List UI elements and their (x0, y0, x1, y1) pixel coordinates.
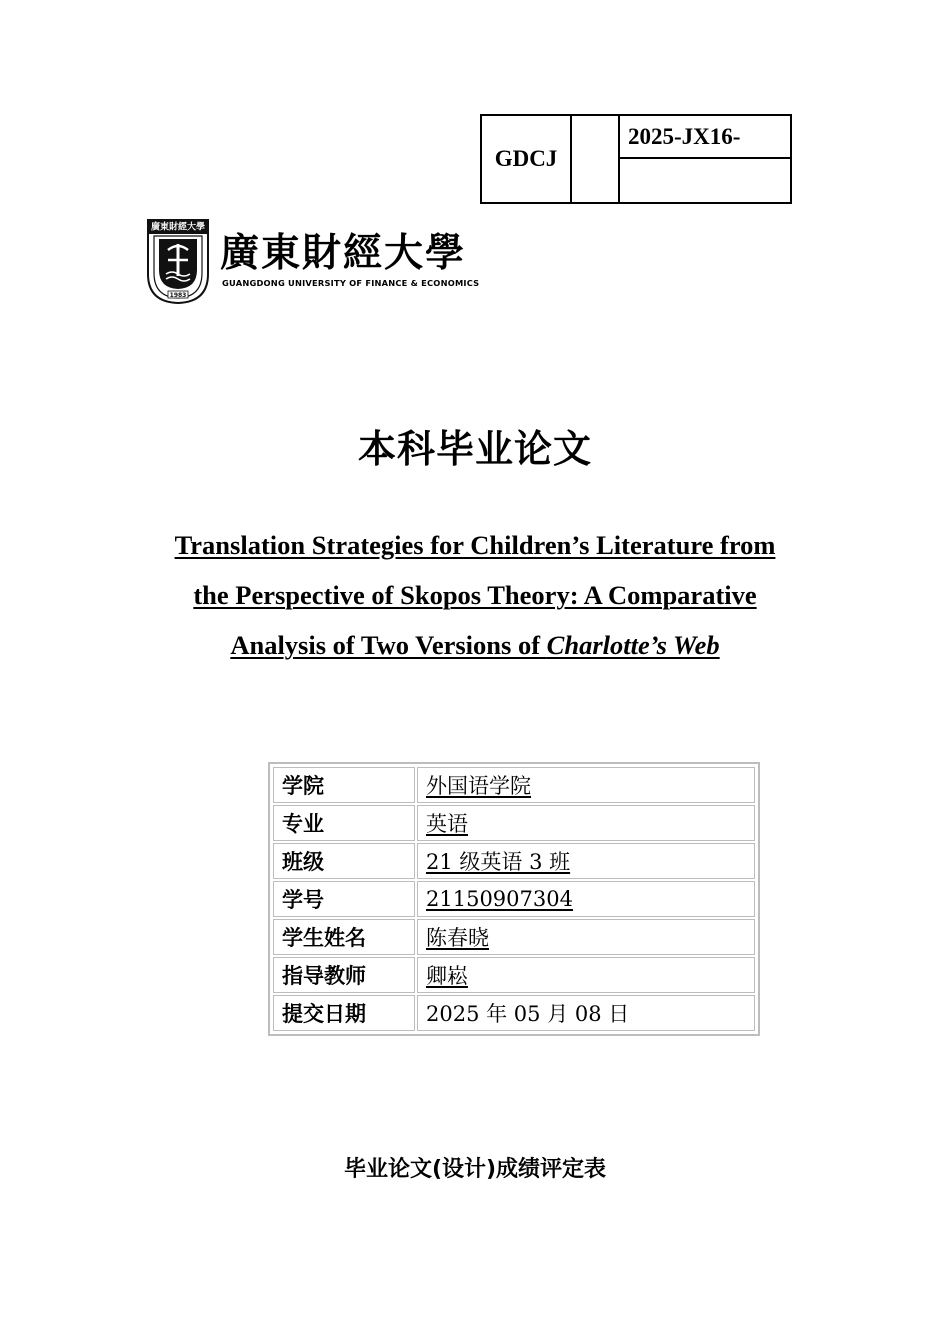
info-value: 2025 年 05 月 08 日 (417, 995, 755, 1031)
info-label: 指导教师 (273, 957, 415, 993)
thesis-title-line-1: Translation Strategies for Children’s Literature from (174, 530, 776, 560)
table-row (273, 919, 755, 955)
info-value: 21150907304 (417, 881, 755, 917)
score-table-title: 毕业论文(设计)成绩评定表 (343, 1157, 607, 1182)
info-value: 卿崧 (417, 957, 755, 993)
svg-text:1983: 1983 (169, 292, 187, 299)
info-label: 班级 (273, 843, 415, 879)
thesis-title-line-3: Analysis of Two Versions of Charlotte’s Web (230, 630, 720, 660)
university-logo (146, 218, 480, 308)
thesis-title-line-2: the Perspective of Skopos Theory: A Comparative (193, 580, 757, 610)
code-blank-cell-bottom (619, 158, 791, 203)
university-name-cn: 廣東財經大學 (220, 230, 467, 276)
info-label: 学生姓名 (273, 919, 415, 955)
table-row (273, 995, 755, 1031)
university-name-en: GUANGDONG UNIVERSITY OF FINANCE & ECONOMICS (222, 278, 480, 288)
code-box (480, 114, 792, 204)
code-number: 2025-JX16- (619, 115, 791, 158)
table-row (273, 805, 755, 841)
table-row (273, 881, 755, 917)
university-seal-icon (146, 218, 210, 304)
info-value: 21 级英语 3 班 (417, 843, 755, 879)
code-blank-cell (571, 115, 619, 203)
info-label: 学院 (273, 767, 415, 803)
code-prefix: GDCJ (481, 115, 571, 203)
svg-text:廣東財經大學: 廣東財經大學 (150, 222, 206, 233)
info-label: 学号 (273, 881, 415, 917)
info-value: 英语 (417, 805, 755, 841)
info-value: 外国语学院 (417, 767, 755, 803)
thesis-type-heading: 本科毕业论文 (357, 427, 592, 471)
table-row (273, 957, 755, 993)
info-label: 提交日期 (273, 995, 415, 1031)
student-info-table (268, 762, 760, 1036)
info-label: 专业 (273, 805, 415, 841)
table-row (273, 843, 755, 879)
thesis-title (130, 520, 820, 670)
info-value: 陈春晓 (417, 919, 755, 955)
table-row (273, 767, 755, 803)
